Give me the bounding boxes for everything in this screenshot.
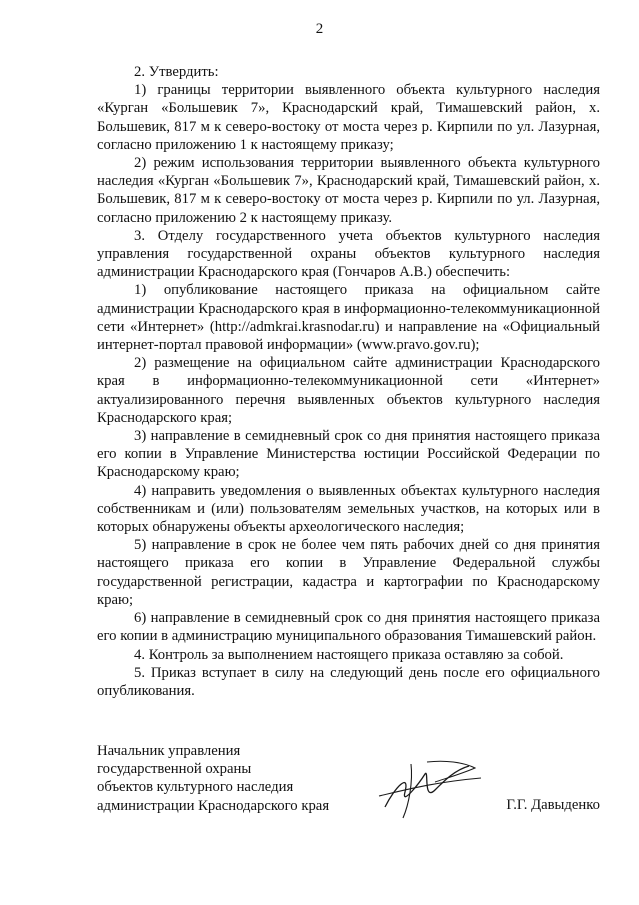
page-number: 2 <box>315 21 324 37</box>
signatory-title-line: государственной охраны <box>97 761 252 778</box>
paragraph-control: 4. Контроль за выполнением настоящего приказа оставляю за собой. <box>134 646 564 663</box>
document-body <box>97 63 600 700</box>
paragraph-task-1: 1) опубликование настоящего приказа на официальном сайте администрации Краснодарского края в информационно-телекоммуникационной сети «Интернет» (http://admkrai.krasnodar.ru) и направление на «Официальный интернет-портал правовой информации» (www.pravo.gov.ru); <box>97 282 600 354</box>
paragraph-task-5: 5) направление в срок не более чем пять рабочих дней со дня принятия настоящего приказа его копии в Управление Федеральной службы государственной регистрации, кадастра и картографии по Краснодарскому краю; <box>97 537 600 608</box>
paragraph-task-3: 3) направление в семидневный срок со дня принятия настоящего приказа его копии в Управление Министерства юстиции Российской Федерации по Краснодарскому краю; <box>97 428 600 481</box>
signatory-title-line: Начальник управления <box>97 743 241 759</box>
paragraph-usage-regime: 2) режим использования территории выявленного объекта культурного наследия «Курган «Большевик 7», Краснодарский край, Тимашевский район, х. Большевик, 817 м к северо-востоку от моста через р. Кирпили по ул. Лазурная, согласно приложению 2 к настоящему приказу. <box>97 155 600 226</box>
paragraph-task-2: 2) размещение на официальном сайте администрации Краснодарского края в информационно-телекоммуникационной сети «Интернет» актуализированного перечня выявленных объектов культурного наследия Краснодарского края; <box>97 355 600 426</box>
paragraph-boundaries: 1) границы территории выявленного объекта культурного наследия «Курган «Большевик 7», Краснодарский край, Тимашевский район, х. Большевик, 817 м к северо-востоку от моста через р. Кирпили по ул. Лазурная, согласно приложению 1 к настоящему приказу; <box>97 82 600 153</box>
signatory-title-line: объектов культурного наследия <box>97 779 294 796</box>
signatory-name: Г.Г. Давыденко <box>506 797 600 813</box>
signatory-title-line: администрации Краснодарского края <box>97 797 330 814</box>
paragraph-task-4: 4) направить уведомления о выявленных объектах культурного наследия собственникам и (или) пользователям земельных участков, на которых или в которых обнаружены объекты археологического наследия; <box>97 482 600 536</box>
paragraph-approve: 2. Утвердить: <box>134 64 219 80</box>
signature-block <box>97 742 600 815</box>
paragraph-task-6: 6) направление в семидневный срок со дня принятия настоящего приказа его копии в администрацию муниципального образования Тимашевский район. <box>97 610 600 645</box>
paragraph-department-tasks: 3. Отделу государственного учета объектов культурного наследия управления государственной охраны объектов культурного наследия администрации Краснодарского края (Гончаров А.В.) обеспечить: <box>97 227 600 281</box>
paragraph-effective-date: 5. Приказ вступает в силу на следующий день после его официального опубликования. <box>97 664 600 699</box>
handwritten-signature <box>365 752 485 822</box>
